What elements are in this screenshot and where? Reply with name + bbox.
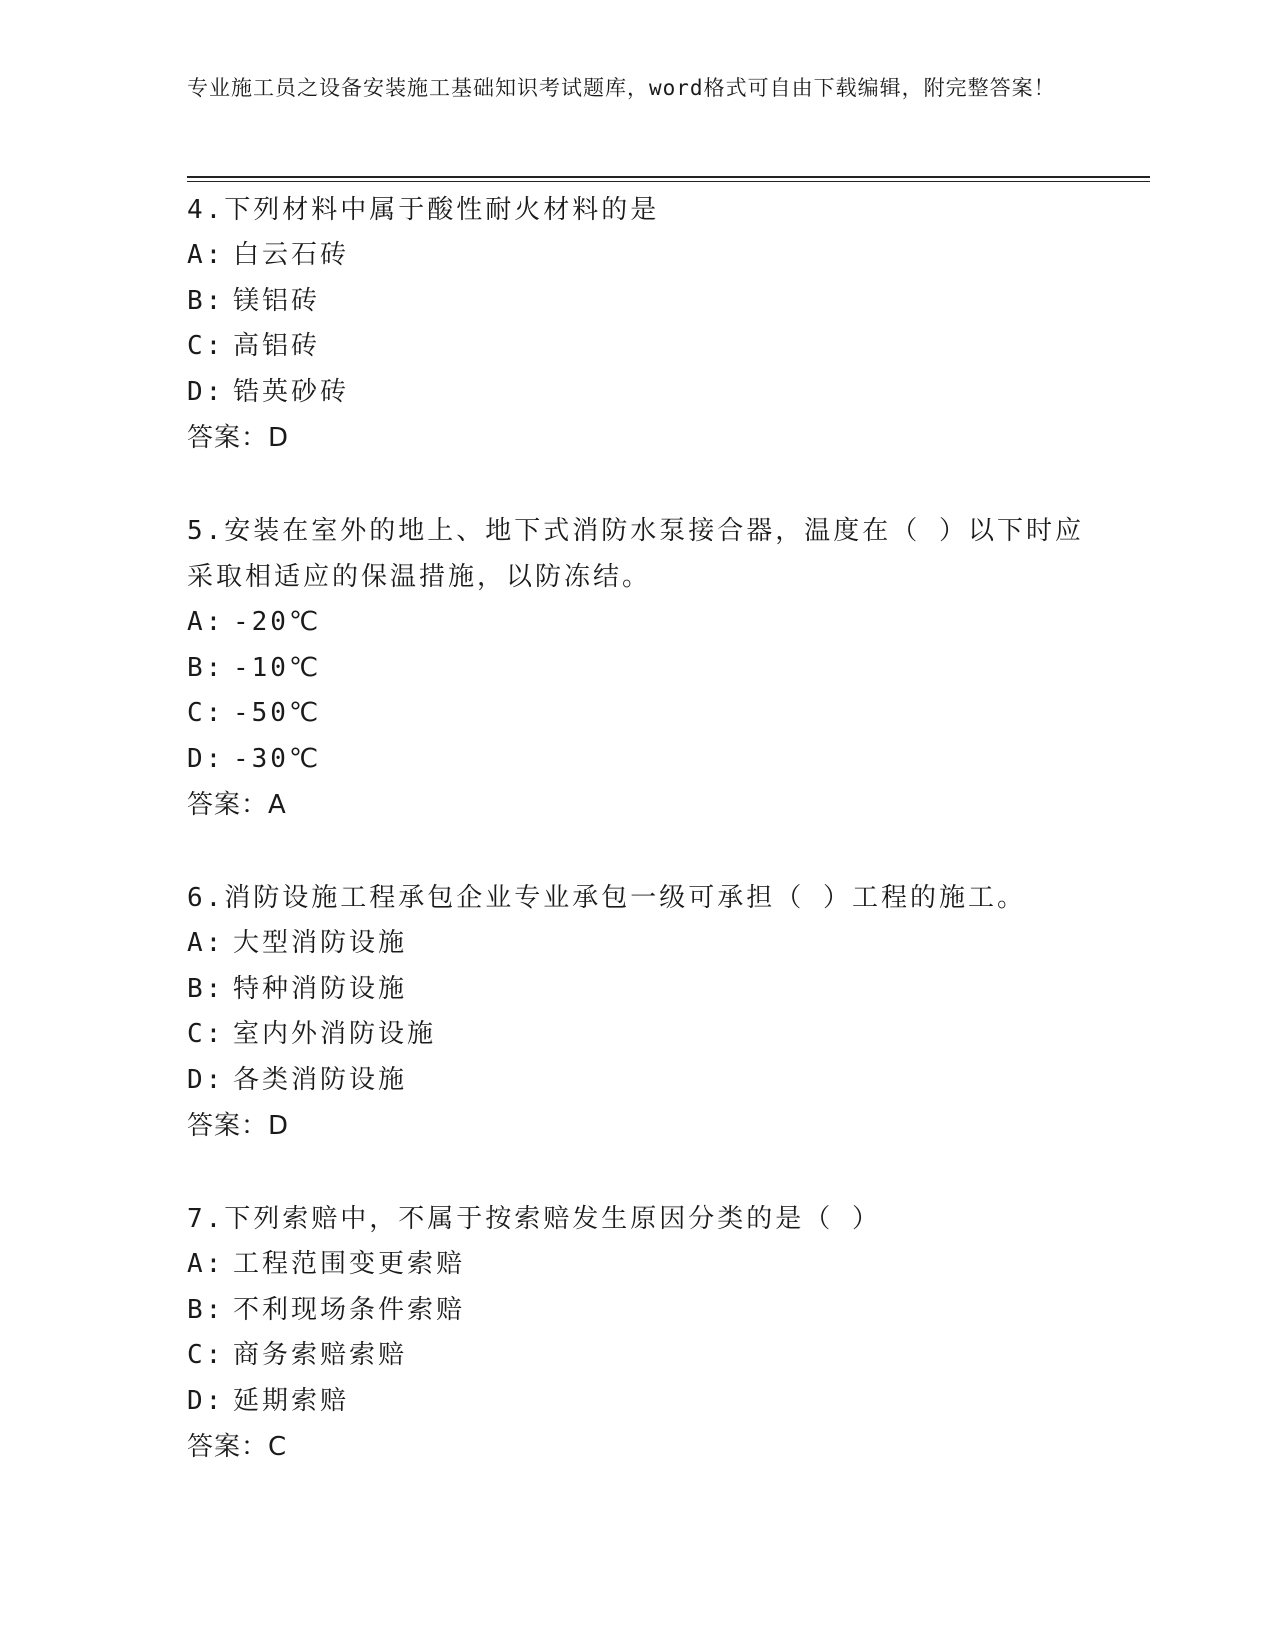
answer-line xyxy=(187,1424,1087,1470)
answer-line xyxy=(187,415,1087,461)
question-text: 5.安装在室外的地上、地下式消防水泵接合器，温度在（ ）以下时应采取相适应的保温措施，以防冻结。 xyxy=(187,516,1084,592)
option-d xyxy=(187,1379,1087,1425)
option-key: D: xyxy=(187,1064,225,1095)
question-item xyxy=(187,1196,1087,1470)
answer-value: C xyxy=(268,1432,287,1462)
option-text: 不利现场条件索赔 xyxy=(233,1294,466,1325)
option-key: C: xyxy=(187,1340,225,1370)
header-rule-thick xyxy=(187,176,1150,178)
option-text: 特种消防设施 xyxy=(233,973,408,1004)
option-text: 商务索赔索赔 xyxy=(233,1340,408,1370)
question-item xyxy=(187,875,1087,1149)
option-text: 高铝砖 xyxy=(233,331,321,361)
option-text: 锆英砂砖 xyxy=(233,376,350,407)
question-text: 4.下列材料中属于酸性耐火材料的是 xyxy=(187,195,660,225)
option-b xyxy=(187,1288,1087,1334)
option-key: C: xyxy=(187,1019,225,1049)
option-a xyxy=(187,1242,1087,1288)
option-c xyxy=(187,1333,1087,1379)
option-b xyxy=(187,646,1087,692)
option-key: D: xyxy=(187,376,225,407)
option-text: -10℃ xyxy=(233,652,322,683)
question-text: 7.下列索赔中，不属于按索赔发生原因分类的是（ ） xyxy=(187,1204,881,1234)
option-d xyxy=(187,737,1087,783)
option-c xyxy=(187,1012,1087,1058)
option-a xyxy=(187,921,1087,967)
option-text: 镁铝砖 xyxy=(233,285,321,316)
answer-value: A xyxy=(268,790,286,820)
option-text: 大型消防设施 xyxy=(233,928,408,958)
option-key: B: xyxy=(187,1294,225,1325)
option-text: 延期索赔 xyxy=(233,1385,350,1416)
option-key: B: xyxy=(187,285,225,316)
header-rule-thin xyxy=(187,181,1150,182)
option-text: -30℃ xyxy=(233,743,322,774)
option-d xyxy=(187,1058,1087,1104)
option-key: B: xyxy=(187,652,225,683)
answer-label: 答案： xyxy=(187,1432,269,1462)
option-key: A: xyxy=(187,240,225,270)
answer-value: D xyxy=(268,1111,289,1141)
option-key: D: xyxy=(187,743,225,774)
answer-label: 答案： xyxy=(187,423,269,453)
document-header: 专业施工员之设备安装施工基础知识考试题库，word格式可自由下载编辑，附完整答案！ xyxy=(187,76,1056,100)
option-key: C: xyxy=(187,331,225,361)
option-b xyxy=(187,967,1087,1013)
option-a xyxy=(187,600,1087,646)
option-b xyxy=(187,279,1087,325)
answer-line xyxy=(187,1103,1087,1149)
option-key: D: xyxy=(187,1385,225,1416)
option-c xyxy=(187,324,1087,370)
option-text: -50℃ xyxy=(233,698,322,728)
question-text: 6.消防设施工程承包企业专业承包一级可承担（ ）工程的施工。 xyxy=(187,883,1026,913)
option-text: 工程范围变更索赔 xyxy=(233,1249,466,1279)
answer-label: 答案： xyxy=(187,790,269,820)
option-a xyxy=(187,233,1087,279)
option-key: C: xyxy=(187,698,225,728)
question-item xyxy=(187,508,1087,828)
option-text: 室内外消防设施 xyxy=(233,1019,437,1049)
answer-value: D xyxy=(268,423,289,453)
option-key: A: xyxy=(187,928,225,958)
option-key: A: xyxy=(187,1249,225,1279)
answer-line xyxy=(187,782,1087,828)
option-c xyxy=(187,691,1087,737)
option-text: 各类消防设施 xyxy=(233,1064,408,1095)
option-key: A: xyxy=(187,607,225,637)
option-key: B: xyxy=(187,973,225,1004)
question-list xyxy=(187,187,1087,1517)
answer-label: 答案： xyxy=(187,1111,269,1141)
option-text: 白云石砖 xyxy=(233,240,350,270)
option-text: -20℃ xyxy=(233,607,322,637)
question-item xyxy=(187,187,1087,461)
option-d xyxy=(187,370,1087,416)
